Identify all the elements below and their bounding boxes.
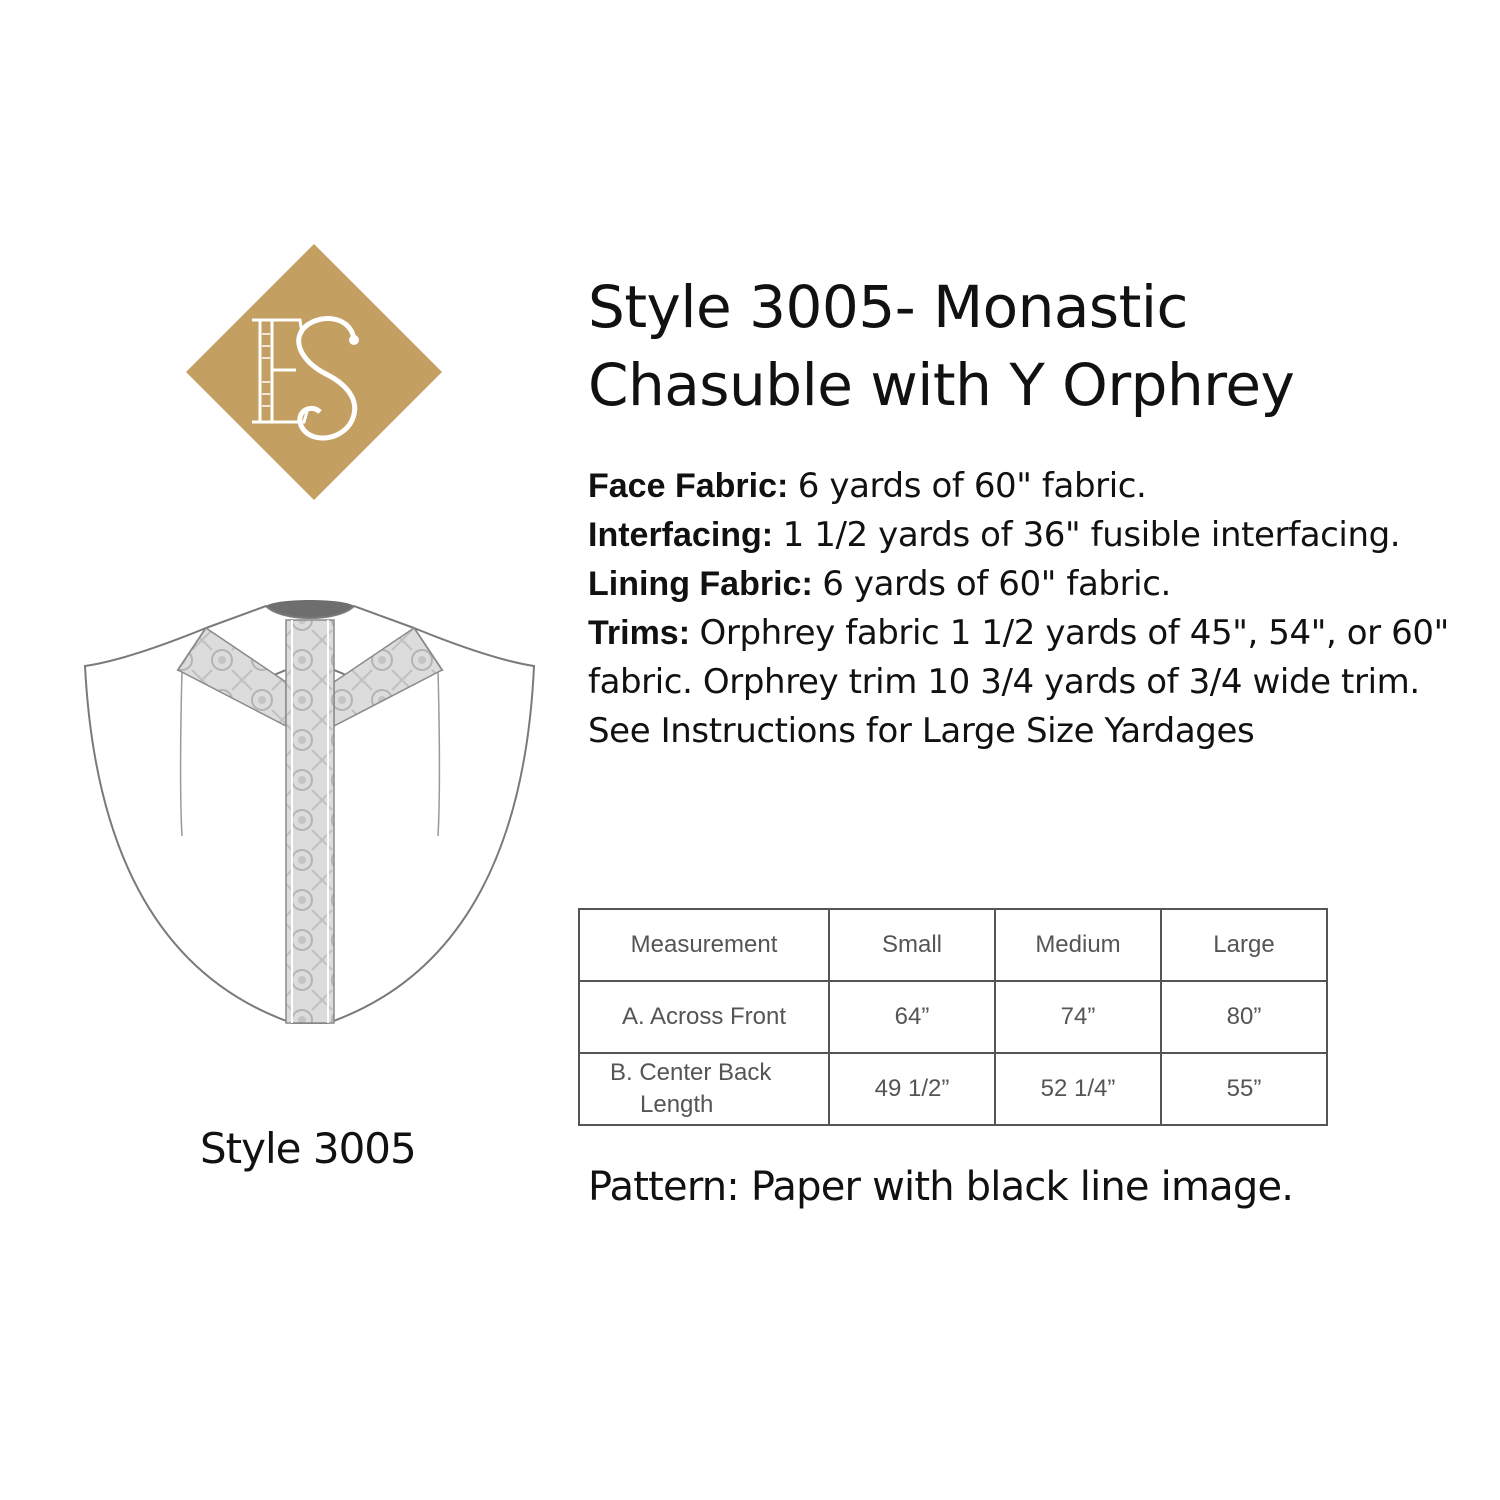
- es-monogram-logo: [186, 244, 442, 500]
- table-cell: 80”: [1161, 981, 1327, 1053]
- large-size-note: See Instructions for Large Size Yardages: [588, 711, 1255, 751]
- spec-trims: [588, 609, 1468, 707]
- cell-line: Length: [640, 1091, 714, 1118]
- table-row: [579, 981, 1327, 1053]
- table-row: [579, 1053, 1327, 1125]
- table-header: Large: [1161, 909, 1327, 981]
- spec-value: 6 yards of 60" fabric.: [797, 466, 1147, 506]
- chasuble-illustration: [82, 600, 538, 1028]
- spec-label: Interfacing:: [588, 516, 774, 554]
- cell-line: B. Center Back: [610, 1059, 772, 1086]
- spec-label: Face Fabric:: [588, 467, 789, 505]
- table-header: Small: [829, 909, 995, 981]
- table-cell: [579, 1053, 829, 1125]
- spec-interfacing: [588, 511, 1468, 560]
- size-measurement-table: [578, 908, 1328, 1126]
- pattern-note: Pattern: Paper with black line image.: [588, 1164, 1294, 1210]
- table-header: Measurement: [579, 909, 829, 981]
- fabric-specs: [588, 462, 1468, 756]
- spec-value: 6 yards of 60" fabric.: [822, 564, 1171, 604]
- table-cell: 52 1/4”: [995, 1053, 1161, 1125]
- spec-value: Orphrey fabric 1 1/2 yards of 45", 54", or 60" fabric. Orphrey trim 10 3/4 yards of 3/4 wide trim.: [588, 613, 1449, 702]
- table-cell: 49 1/2”: [829, 1053, 995, 1125]
- table-header-row: [579, 909, 1327, 981]
- table-cell: 55”: [1161, 1053, 1327, 1125]
- table-cell: 74”: [995, 981, 1161, 1053]
- page-title: Style 3005- Monastic Chasuble with Y Orphrey: [588, 273, 1295, 419]
- spec-value: 1 1/2 yards of 36" fusible interfacing.: [782, 515, 1401, 555]
- spec-label: Trims:: [588, 614, 691, 652]
- spec-label: Lining Fabric:: [588, 565, 813, 603]
- table-header: Medium: [995, 909, 1161, 981]
- table-cell: 64”: [829, 981, 995, 1053]
- table-cell: A. Across Front: [579, 981, 829, 1053]
- spec-lining-fabric: [588, 560, 1468, 609]
- spec-face-fabric: [588, 462, 1468, 511]
- illustration-caption: Style 3005: [200, 1124, 416, 1173]
